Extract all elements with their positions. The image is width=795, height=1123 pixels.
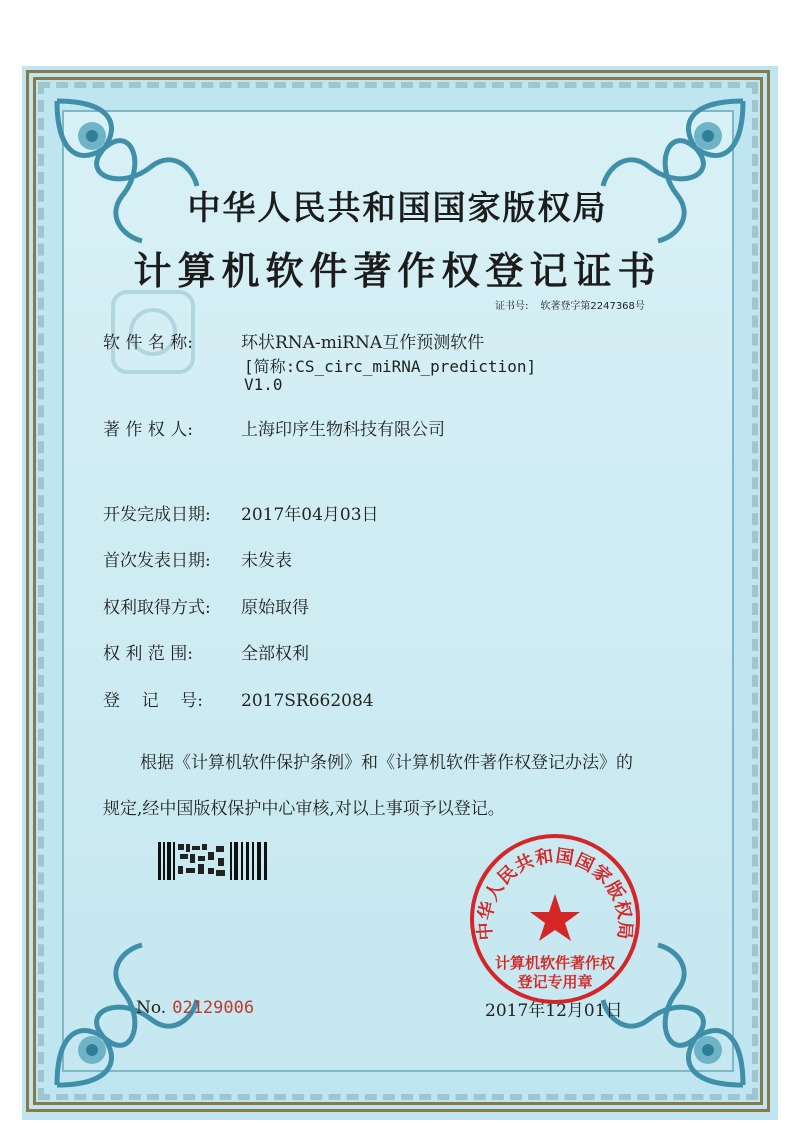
certificate-title: 计算机软件著作权登记证书 (133, 248, 662, 293)
statement-line-1: 根据《计算机软件保护条例》和《计算机软件著作权登记办法》的 (140, 753, 633, 773)
acquire-label: 权利取得方式: (103, 598, 211, 618)
reg-no-label: 登 记 号: (103, 691, 203, 711)
software-name-label: 软 件 名 称: (103, 333, 193, 353)
statement-line-2: 规定,经中国版权保护中心审核,对以上事项予以登记。 (103, 799, 505, 819)
seal-line-1: 计算机软件著作权 (494, 954, 615, 972)
dev-date-row (103, 500, 379, 525)
issue-date: 2017年12月01日 (485, 1001, 623, 1021)
software-name-row (103, 328, 484, 353)
acquire-value: 原始取得 (241, 598, 309, 618)
scope-label: 权 利 范 围: (103, 644, 193, 664)
official-seal (468, 832, 642, 1006)
authority-title: 中华人民共和国国家版权局 (187, 188, 608, 227)
reg-no-value: 2017SR662084 (241, 691, 374, 711)
owner-row (103, 415, 445, 440)
star-icon (530, 894, 580, 941)
software-name-value: 环状RNA-miRNA互作预测软件 (241, 333, 485, 353)
seal-line-2: 登记专用章 (517, 973, 593, 991)
seal-ring-text: 中华人民共和国国家版权局 (474, 845, 636, 941)
owner-label: 著 作 权 人: (103, 420, 193, 440)
publish-date-value: 未发表 (241, 551, 292, 571)
serial-value: 02129006 (172, 998, 255, 1018)
publish-date-row (103, 546, 292, 571)
cert-no-value: 软著登字第2247368号 (540, 301, 645, 312)
serial-label: No. (136, 998, 167, 1018)
acquire-row (103, 593, 309, 618)
owner-value: 上海印序生物科技有限公司 (241, 420, 445, 440)
cert-no-label: 证书号: (495, 301, 529, 312)
scope-value: 全部权利 (241, 644, 309, 664)
scope-row (103, 639, 309, 664)
dev-date-value: 2017年04月03日 (241, 505, 379, 525)
reg-no-row (103, 686, 374, 711)
publish-date-label: 首次发表日期: (103, 551, 211, 571)
barcode (158, 842, 268, 880)
certificate-serial (136, 998, 254, 1018)
certificate-number (495, 297, 657, 312)
software-short-name: [简称:CS_circ_miRNA_prediction] (244, 357, 537, 376)
software-version: V1.0 (244, 375, 283, 394)
dev-date-label: 开发完成日期: (103, 505, 211, 525)
